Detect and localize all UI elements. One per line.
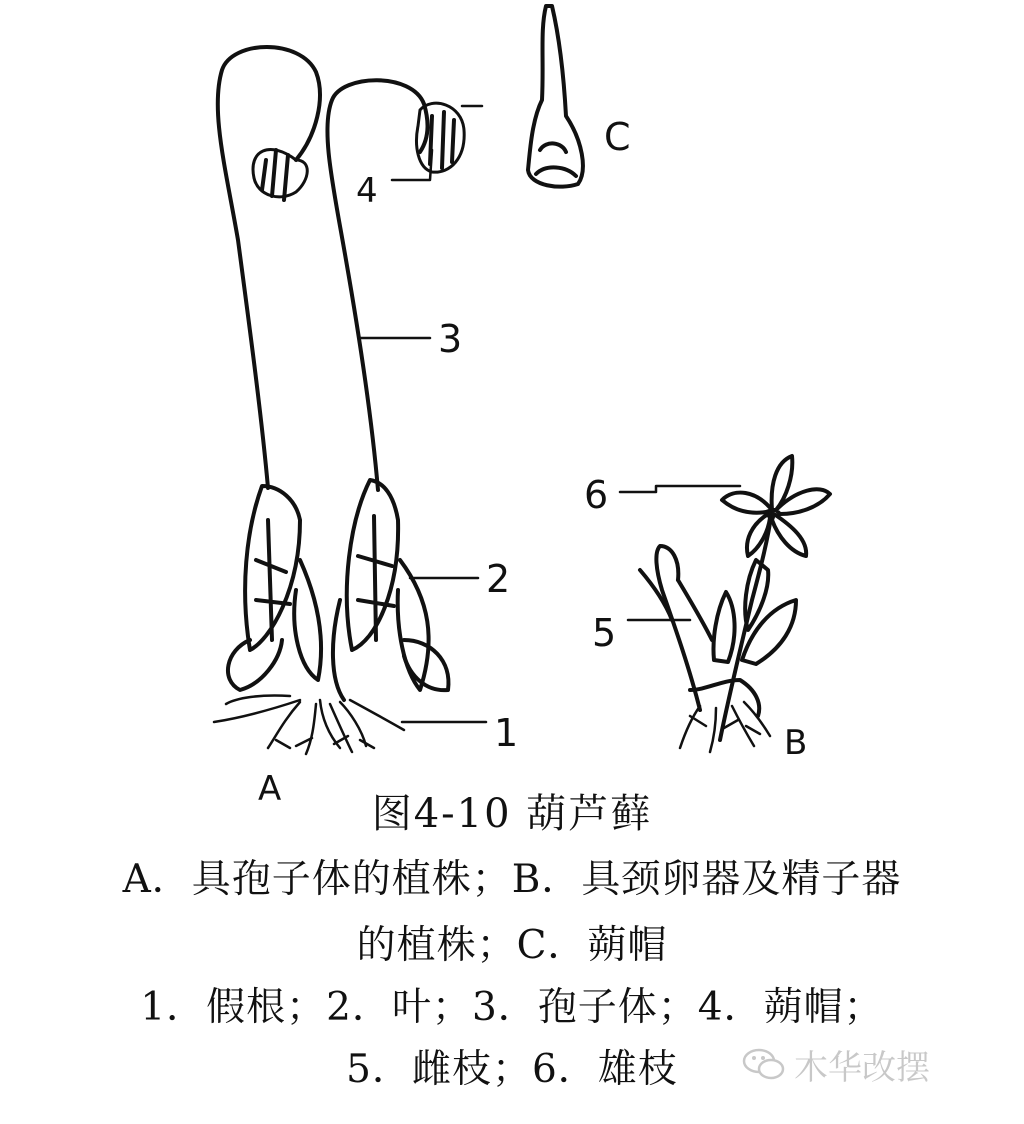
plant-b [640, 456, 830, 740]
figure-title: 图4-10 葫芦藓 [371, 791, 653, 837]
callout-6: 6 [584, 473, 609, 517]
watermark [742, 1040, 930, 1092]
calyptra-c [528, 6, 583, 187]
rhizoids-a [214, 695, 404, 754]
callout-2: 2 [486, 557, 511, 601]
part-label-c: C [604, 115, 631, 159]
wechat-icon [742, 1047, 786, 1092]
watermark-text: 木华改摆 [794, 1048, 930, 1088]
callout-1: 1 [494, 711, 519, 755]
leafy-gametophyte [228, 480, 449, 700]
caption-line-5: 5．雌枝；6．雄枝 [346, 1047, 678, 1092]
leader-lines [360, 106, 740, 722]
caption-line-2: A．具孢子体的植株；B．具颈卵器及精子器 [122, 857, 902, 902]
caption-line-4: 1．假根；2．叶；3．孢子体；4．蒴帽； [140, 985, 884, 1030]
caption-line-3: 的植株；C．蒴帽 [356, 923, 668, 968]
callout-3: 3 [438, 317, 463, 361]
part-label-a: A [258, 769, 282, 809]
part-label-b: B [784, 723, 808, 763]
callout-4: 4 [356, 171, 378, 211]
leader-4 [392, 150, 432, 180]
sporophyte-right [327, 80, 464, 490]
leader-6 [620, 486, 740, 492]
sporophyte-left [218, 47, 320, 488]
callout-5: 5 [592, 611, 617, 655]
